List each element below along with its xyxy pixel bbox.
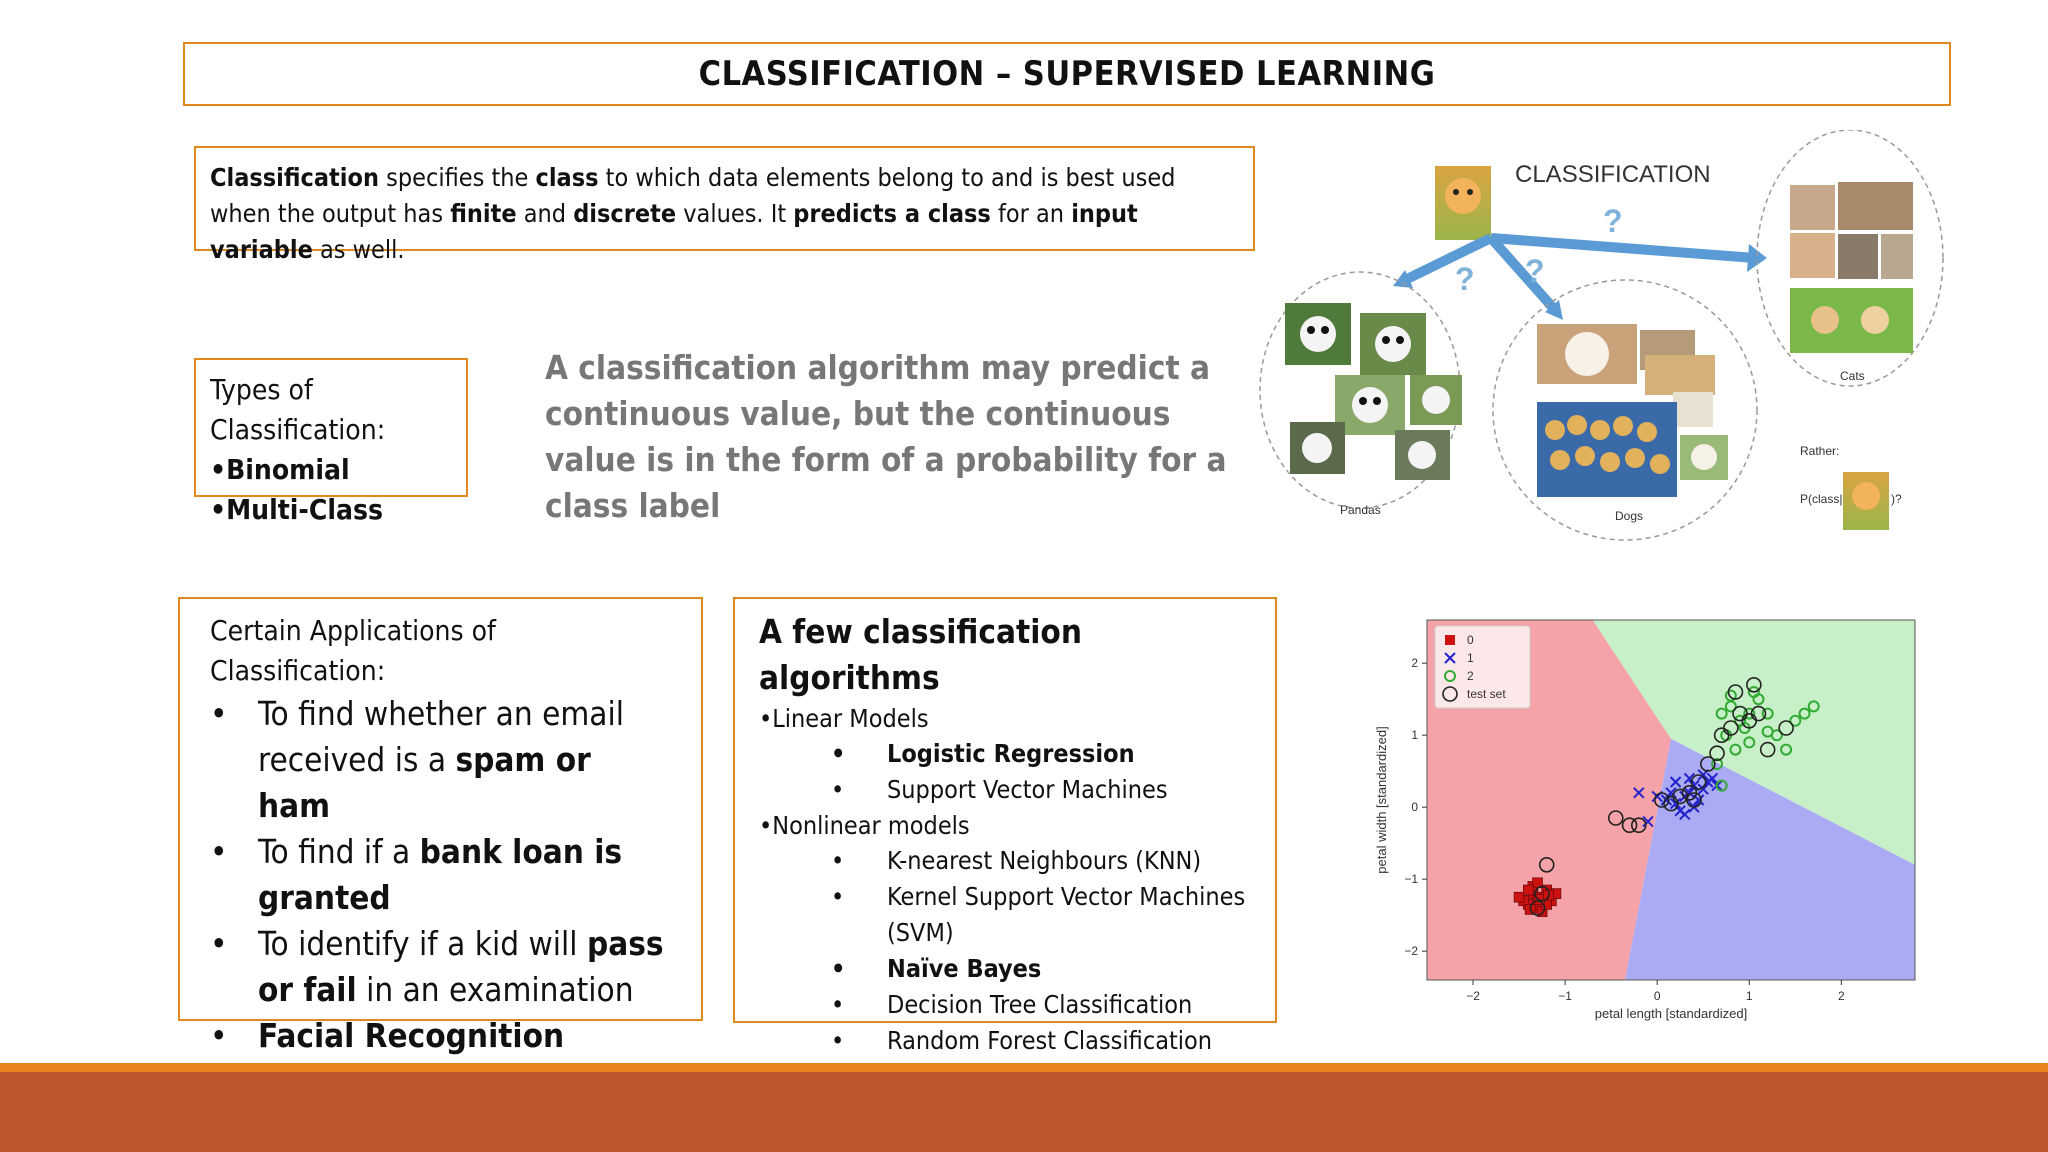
x-tick-label: −2 bbox=[1466, 989, 1480, 1003]
definition-fragment: predicts a class bbox=[793, 199, 991, 228]
legend-label: 0 bbox=[1467, 633, 1474, 647]
probability-label-left: P(class| bbox=[1800, 492, 1843, 506]
y-tick-label: 2 bbox=[1411, 656, 1418, 671]
application-text: To find if a bbox=[258, 832, 420, 871]
definition-fragment: as well. bbox=[312, 235, 405, 264]
algorithm-list bbox=[759, 736, 1251, 808]
application-item bbox=[210, 829, 671, 921]
classification-figure bbox=[1255, 130, 1955, 550]
application-item bbox=[210, 691, 671, 829]
algorithm-item: • K-nearest Neighbours (KNN) bbox=[759, 843, 1251, 879]
algorithm-item: • Support Vector Machines bbox=[759, 772, 1251, 808]
applications-heading: Certain Applications of Classification: bbox=[210, 614, 496, 687]
question-mark-icon: ? bbox=[1603, 203, 1623, 239]
definition-fragment: for an bbox=[990, 199, 1072, 228]
algorithm-group-label: •Nonlinear models bbox=[759, 811, 970, 840]
types-item-multiclass: •Multi-Class bbox=[210, 493, 383, 526]
types-item-binomial: •Binomial bbox=[210, 453, 350, 486]
probability-label-right: )? bbox=[1891, 492, 1902, 506]
y-tick-label: −2 bbox=[1404, 944, 1418, 959]
application-text: in an examination bbox=[356, 970, 634, 1009]
application-text: spam or ham bbox=[258, 740, 591, 825]
application-item bbox=[210, 1013, 671, 1059]
definition-fragment: values. It bbox=[676, 199, 794, 228]
cats-label: Cats bbox=[1840, 369, 1865, 383]
panda-images bbox=[1285, 303, 1462, 480]
title-box bbox=[183, 42, 1951, 106]
legend-label: 2 bbox=[1467, 669, 1474, 683]
y-tick-label: 0 bbox=[1411, 800, 1418, 815]
question-mark-icon: ? bbox=[1455, 261, 1475, 297]
definition-fragment: input variable bbox=[210, 199, 1138, 264]
application-text: bank loan is granted bbox=[258, 832, 623, 917]
applications-box bbox=[178, 597, 703, 1055]
y-tick-label: 1 bbox=[1411, 728, 1418, 743]
algorithm-item: • Random Forest Classification bbox=[759, 1023, 1251, 1059]
definition-fragment: Classification bbox=[210, 163, 379, 192]
definition-fragment: class bbox=[535, 163, 599, 192]
dogs-label: Dogs bbox=[1615, 509, 1644, 523]
types-box bbox=[194, 358, 468, 526]
definition-text bbox=[210, 160, 1239, 268]
figure-title: CLASSIFICATION bbox=[1515, 161, 1711, 188]
legend-label: 1 bbox=[1467, 651, 1474, 665]
types-heading: Types of Classification: bbox=[210, 373, 386, 446]
algorithms-groups bbox=[759, 701, 1251, 1059]
rather-label: Rather: bbox=[1800, 444, 1840, 458]
footer-band bbox=[0, 1072, 2048, 1152]
definition-fragment: and bbox=[516, 199, 574, 228]
decision-region-plot bbox=[1370, 605, 1930, 1025]
class-0-point bbox=[1514, 892, 1524, 902]
class-0-point bbox=[1523, 885, 1533, 895]
legend-label: test set bbox=[1467, 687, 1506, 701]
slide-title: CLASSIFICATION – SUPERVISED LEARNING bbox=[698, 54, 1436, 94]
x-tick-label: 2 bbox=[1837, 989, 1845, 1003]
algorithm-list bbox=[759, 843, 1251, 1059]
algorithm-group-label: •Linear Models bbox=[759, 704, 929, 733]
x-tick-label: −1 bbox=[1558, 989, 1572, 1003]
pandas-label: Pandas bbox=[1340, 503, 1381, 517]
y-tick-label: −1 bbox=[1404, 872, 1418, 887]
application-text: To identify if a kid will bbox=[258, 924, 587, 963]
algorithm-item: • Logistic Regression bbox=[759, 736, 1251, 772]
application-text: pass or fail bbox=[258, 924, 664, 1009]
question-mark-icon: ? bbox=[1525, 253, 1545, 289]
legend-marker bbox=[1445, 635, 1455, 645]
algorithms-box bbox=[733, 597, 1277, 1055]
x-tick-label: 0 bbox=[1653, 989, 1661, 1003]
footer-stripe bbox=[0, 1063, 2048, 1072]
definition-fragment: finite bbox=[450, 199, 517, 228]
probability-note: A classification algorithm may predict a continuous value, but the continuous value is in the form of a probability for a class label bbox=[545, 348, 1227, 525]
x-tick-label: 1 bbox=[1745, 989, 1753, 1003]
algorithms-heading: A few classification algorithms bbox=[759, 612, 1082, 697]
y-axis-label: petal width [standardized] bbox=[1374, 726, 1389, 874]
definition-box bbox=[194, 146, 1255, 264]
definition-fragment: specifies the bbox=[378, 163, 536, 192]
algorithm-item: • Naïve Bayes bbox=[759, 951, 1251, 987]
application-text: To find whether an email received is a bbox=[258, 694, 624, 779]
applications-list bbox=[210, 691, 671, 1059]
algorithm-item: • Decision Tree Classification bbox=[759, 987, 1251, 1023]
definition-fragment: to which data elements belong to and is best used when the output has bbox=[210, 163, 1176, 228]
x-axis-label: petal length [standardized] bbox=[1594, 1006, 1748, 1021]
application-item bbox=[210, 921, 671, 1013]
cat-images bbox=[1790, 182, 1913, 353]
algorithm-item: • Kernel Support Vector Machines (SVM) bbox=[759, 879, 1251, 951]
dog-images bbox=[1537, 324, 1728, 497]
application-text: Facial Recognition bbox=[258, 1016, 565, 1055]
definition-fragment: discrete bbox=[573, 199, 677, 228]
